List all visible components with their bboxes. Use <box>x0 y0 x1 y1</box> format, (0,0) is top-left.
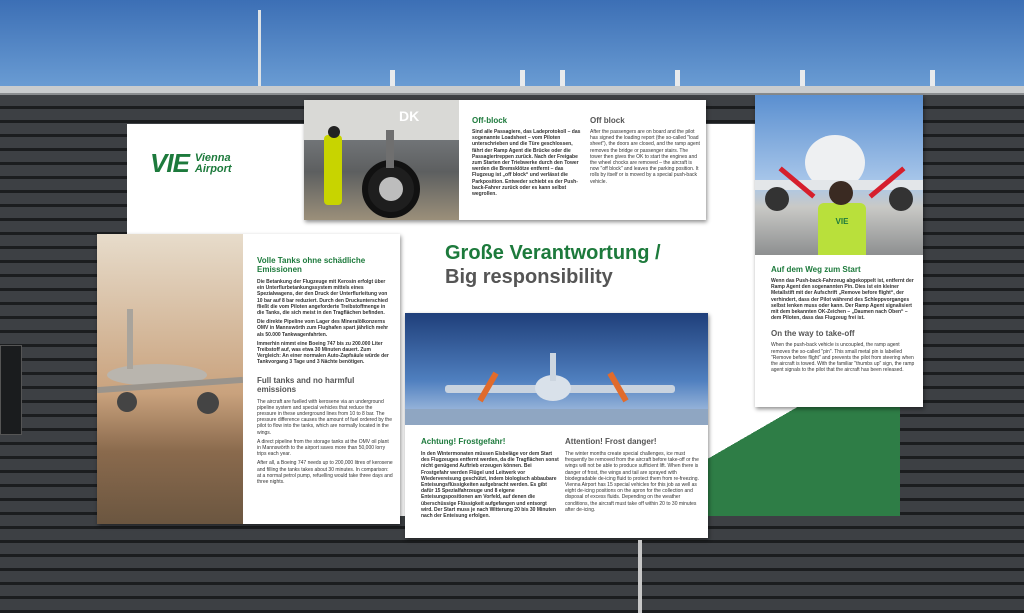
fuel-text-en1: The aircraft are fuelled with kerosene via an underground pipeline system and special vehicles that reduce the pressure in these underground lines from 10 to 8 bar. The pressure difference causes the amount of fuel ordered by the pilot to flow into the tanks, which are normally located in the wings. <box>257 398 392 436</box>
takeoff-title-de: Auf dem Weg zum Start <box>771 265 861 274</box>
deicing-photo <box>405 313 708 425</box>
fuel-title-en: Full tanks and no harmful emissions <box>257 375 355 394</box>
main-title-en: Big responsibility <box>445 266 613 288</box>
marshaller-photo <box>755 95 923 255</box>
fuel-text-en2: A direct pipeline from the storage tanks at the OMV oil plant in Mannswörth to the airport saves more than 50,000 lorry trips each year. <box>257 438 389 458</box>
panel-fuel <box>97 234 400 524</box>
offblock-title-en: Off block <box>590 116 625 125</box>
vest-label: VIE <box>818 203 866 255</box>
offblock-text-en: After the passengers are on board and the pilot has signed the loading report (the so-called "load sheet"), the doors are closed, and the ramp agent removes the bridge or passenger stairs. The tower then gives the OK to start the engines and the wheel chocks are removed – the aircraft is now "off block" and leaves the parking position. It rolls by itself or is moved by a special push-back vehicle. <box>590 129 700 185</box>
frost-title-en: Attention! Frost danger! <box>565 437 657 446</box>
wall-box <box>0 345 22 435</box>
panel-takeoff <box>755 95 923 407</box>
frost-text-en: The winter months create special challenges, ice must frequently be removed from the aircraft before take-off or the wings will not be able to produce sufficient lift. When there is danger of frost, the wings and tail are sprayed with biodegradable de-icing fluid to protect them from re-freezing. Vienna Airport has 15 special vehicles for this job as well as eight de-icing positions on the apron for the collection and disposal of excess fluids. Depending on the weather conditions, the aircraft must take off within 20 to 30 minutes after de-icing. <box>565 451 699 513</box>
offblock-title-de: Off-block <box>472 116 508 125</box>
fuel-text-de2: Die direkte Pipeline vom Lager des Mineralölkonzerns OMV in Mannswörth zum Flughafen spart jährlich mehr als 50.000 Tankwagenfahrten. <box>257 319 389 338</box>
fuel-text-de1: Die Betankung der Flugzeuge mit Kerosin erfolgt über ein Unterflurbetankungssystem mittels eines Spezialwagens, der den Druck der Unterflurleitung von 10 bar auf 8 bar reduziert. Durch den Druckunterschied fließt die vom Piloten angeforderte Treibstoffmenge in die Tanks, die sich meist in den Tragflächen befinden. <box>257 279 388 317</box>
vie-logo <box>150 148 232 179</box>
sky <box>0 0 1024 95</box>
gear-code: DK <box>399 108 420 124</box>
fuel-text-de3: Immerhin nimmt eine Boeing 747 bis zu 200.000 Liter Treibstoff auf, was etwa 30 Minuten dauert. Zum Vergleich: An einer normalen Auto-Zapfsäule würde der Tankvorgang 3 Tage und 3 Nächte benötigen. <box>257 340 389 366</box>
antenna <box>258 10 261 90</box>
frost-text-de: In den Wintermonaten müssen Eisbeläge vor dem Start des Flugzeuges entfernt werden, da die Tragflächen sonst nicht genügend Auftrieb erzeugen können. Bei Frostgefahr werden Flügel und Leitwerk vor Wiedervereisung geschützt, indem biologisch abbaubare Enteisungsflüssigkeiten aufgebracht werden. Es gibt dafür 15 Spezialfahrzeuge und 8 eigene Enteisungspositionen am Vorfeld, auf denen die überschüssige Flüssigkeit aufgefangen und entsorgt wird. Der Start muss je nach Witterung 20 bis 30 Minuten nach der Enteisung erfolgen. <box>421 451 559 520</box>
panel-offblock <box>304 100 706 220</box>
takeoff-text-en: When the push-back vehicle is uncoupled, the ramp agent removes the so-called "pin". This small metal pin is labelled "Remove before flight" and prevents the pilot from steering when the aircraft is towed. With the familiar "thumbs up" sign, the ramp agent signals to the pilot that the aircraft has been released. <box>771 342 915 374</box>
offblock-text-de: Sind alle Passagiere, das Ladeprotokoll – das sogenannte Loadsheet – vom Piloten unterschrieben und die Türe geschlossen, fährt der Ramp Agent die Brücke oder die Passagiertreppen zurück. Nach der Freigabe zum Starten der Triebwerke durch den Tower werden die Bremsklötze entfernt – das Flugzeug ist „off block“ und verlässt die Parkposition. Entweder schiebt es der Push-back-Fahrer zurück oder es kann selbst wegrollen. <box>472 129 581 198</box>
fuel-text-en3: After all, a Boeing 747 needs up to 200,000 litres of kerosene and filling the tanks takes about 30 minutes. In comparison: at a normal petrol pump, refuelling would take three days and three nights. <box>257 460 393 486</box>
logo-mark: VIE <box>150 148 189 178</box>
frost-title-de: Achtung! Frostgefahr! <box>421 437 506 446</box>
pole <box>638 540 642 613</box>
panel-frost <box>405 313 708 538</box>
logo-line1: Vienna <box>194 151 231 164</box>
logo-line2: Airport <box>194 162 232 175</box>
landing-gear-photo <box>304 100 459 220</box>
main-title-de: Große Verantwortung / <box>445 242 661 264</box>
takeoff-title-en: On the way to take-off <box>771 329 855 339</box>
fuel-title-de: Volle Tanks ohne schädliche Emissionen <box>257 256 366 274</box>
takeoff-text-de: Wenn das Push-back-Fahrzeug abgekoppelt ist, entfernt der Ramp Agent den sogenannten Pin. Dies ist ein kleiner Metallstift mit der Aufschrift „Remove before flight“, der verhindert, dass der Pilot während des Schleppvorganges selbst lenken muss oder kann. Der Ramp Agent signalisiert mit dem bekannten OK-Zeichen – „Daumen nach Oben“ – dem Piloten, dass das Flugzeug frei ist. <box>771 278 914 322</box>
fuel-plane-photo <box>97 234 243 524</box>
roof-rail <box>0 86 1024 95</box>
